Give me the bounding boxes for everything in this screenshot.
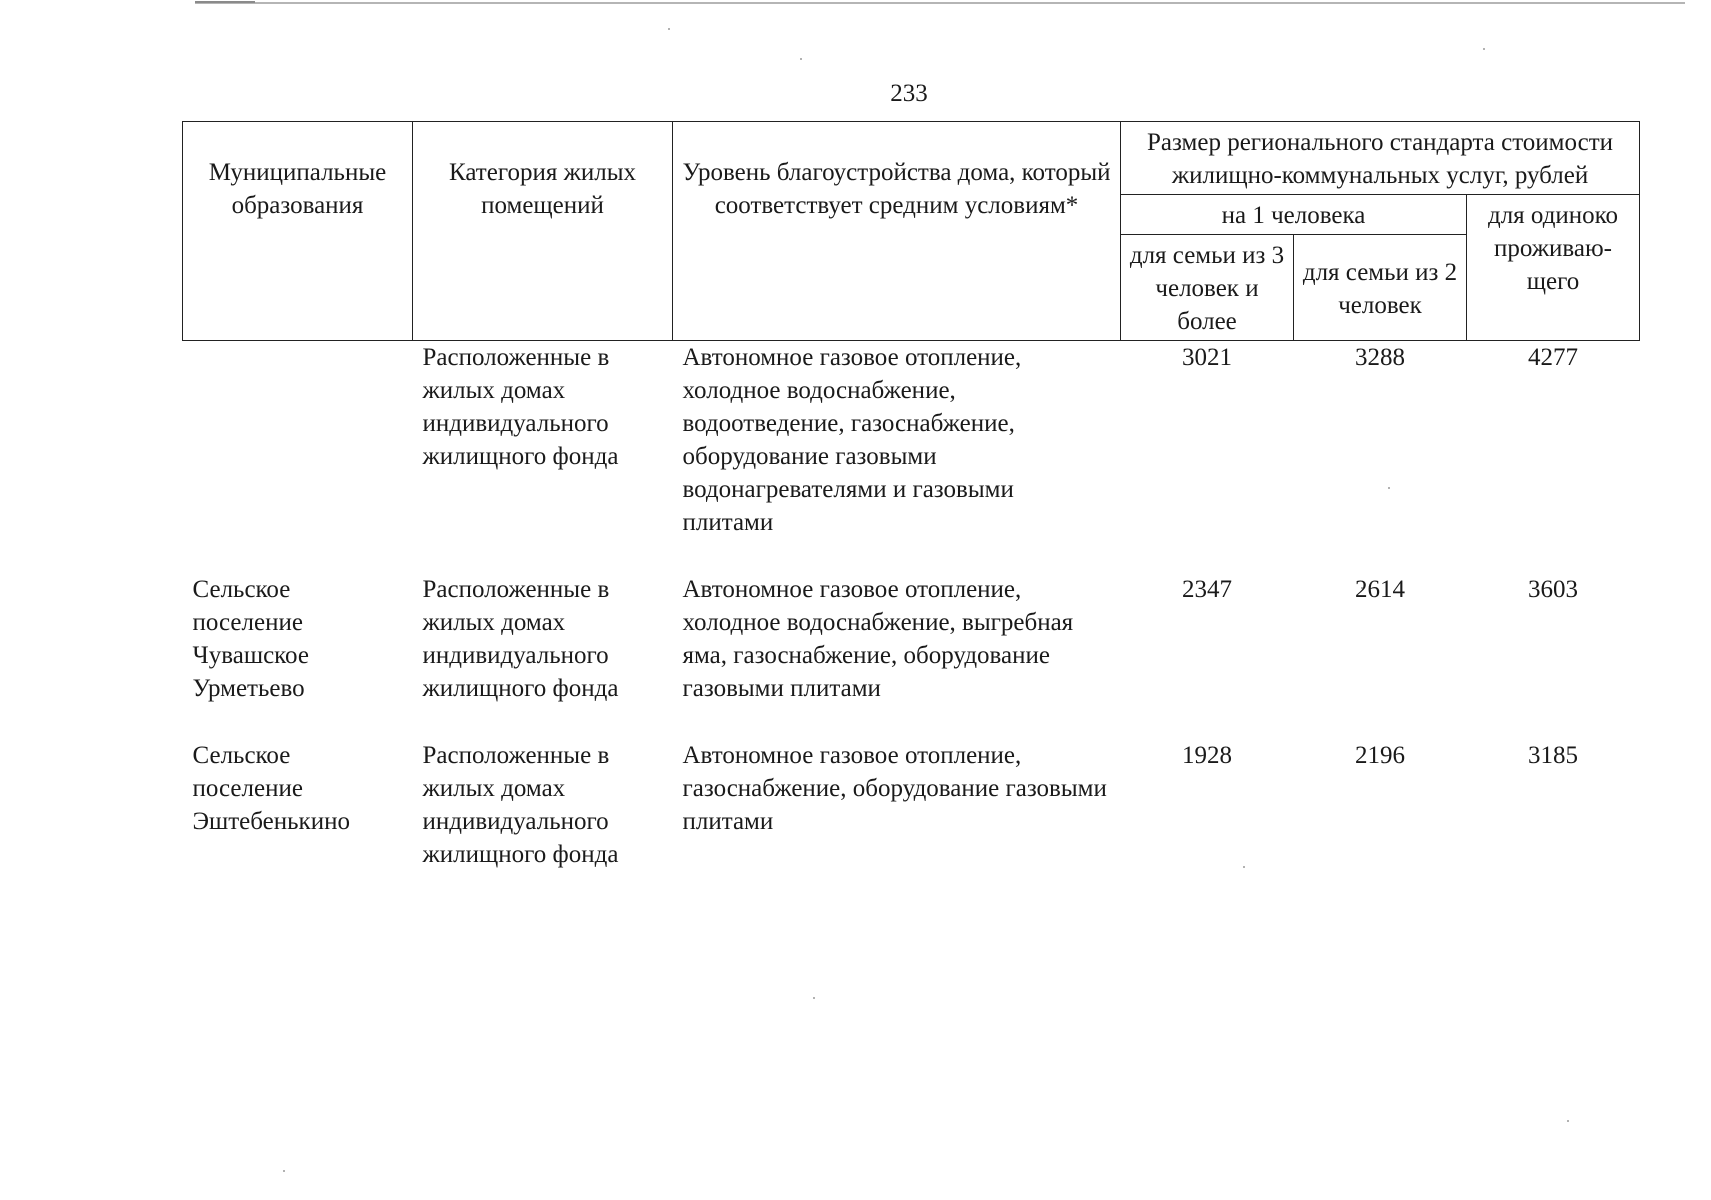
scan-speck <box>283 1170 285 1172</box>
cell-single: 3185 <box>1528 742 1579 769</box>
table-row <box>183 573 1640 739</box>
scan-speck <box>668 28 670 30</box>
cell-family-3: 2347 <box>1182 576 1232 603</box>
table-row <box>183 341 1640 574</box>
scan-speck <box>1483 48 1485 50</box>
cell-single: 4277 <box>1528 344 1579 371</box>
cell-family-2: 2196 <box>1355 742 1405 769</box>
scan-artifact-line <box>195 2 1685 4</box>
cell-family-3: 1928 <box>1182 742 1232 769</box>
header-category: Категория жилых помещений <box>413 122 673 341</box>
header-family-3: для семьи из 3 человек и более <box>1121 235 1294 341</box>
cell-municipality <box>183 341 413 574</box>
cell-category: Расположенные в жилых домах индивидуального жилищного фонда <box>422 742 619 868</box>
cell-category: Расположенные в жилых домах индивидуального жилищного фонда <box>422 344 619 470</box>
cell-improvement-level: Автономное газовое отопление, газоснабжение, оборудование газовыми плитами <box>682 742 1107 835</box>
scan-speck <box>1567 1120 1569 1122</box>
cell-family-3: 3021 <box>1182 344 1232 371</box>
cell-municipality: Сельское поселение Чувашское Урметьево <box>192 576 309 702</box>
header-improvement-level: Уровень благоустройства дома, который соответствует средним условиям* <box>673 122 1121 341</box>
page-number: 233 <box>890 80 928 107</box>
header-single: для одиноко проживаю-щего <box>1467 195 1640 341</box>
header-municipality: Муниципальные образования <box>183 122 413 341</box>
cell-single: 3603 <box>1528 576 1579 603</box>
header-family-2: для семьи из 2 человек <box>1294 235 1467 341</box>
cell-category: Расположенные в жилых домах индивидуального жилищного фонда <box>422 576 619 702</box>
scan-speck <box>813 997 815 999</box>
cell-improvement-level: Автономное газовое отопление, холодное водоснабжение, водоотведение, газоснабжение, оборудование газовыми водонагревателями и газовыми плитами <box>682 344 1022 536</box>
table-header-row <box>183 122 1640 195</box>
cell-municipality: Сельское поселение Эштебенькино <box>192 742 350 835</box>
table-row <box>183 739 1640 905</box>
cell-family-2: 2614 <box>1355 576 1405 603</box>
header-standard-group: Размер регионального стандарта стоимости жилищно-коммунальных услуг, рублей <box>1121 122 1640 195</box>
cell-family-2: 3288 <box>1355 344 1405 371</box>
housing-standard-table <box>182 121 1640 905</box>
cell-improvement-level: Автономное газовое отопление, холодное водоснабжение, выгребная яма, газоснабжение, оборудование газовыми плитами <box>682 576 1074 702</box>
scan-speck <box>800 58 802 60</box>
scan-artifact-line <box>195 1 255 3</box>
header-per-person: на 1 человека <box>1121 195 1467 235</box>
